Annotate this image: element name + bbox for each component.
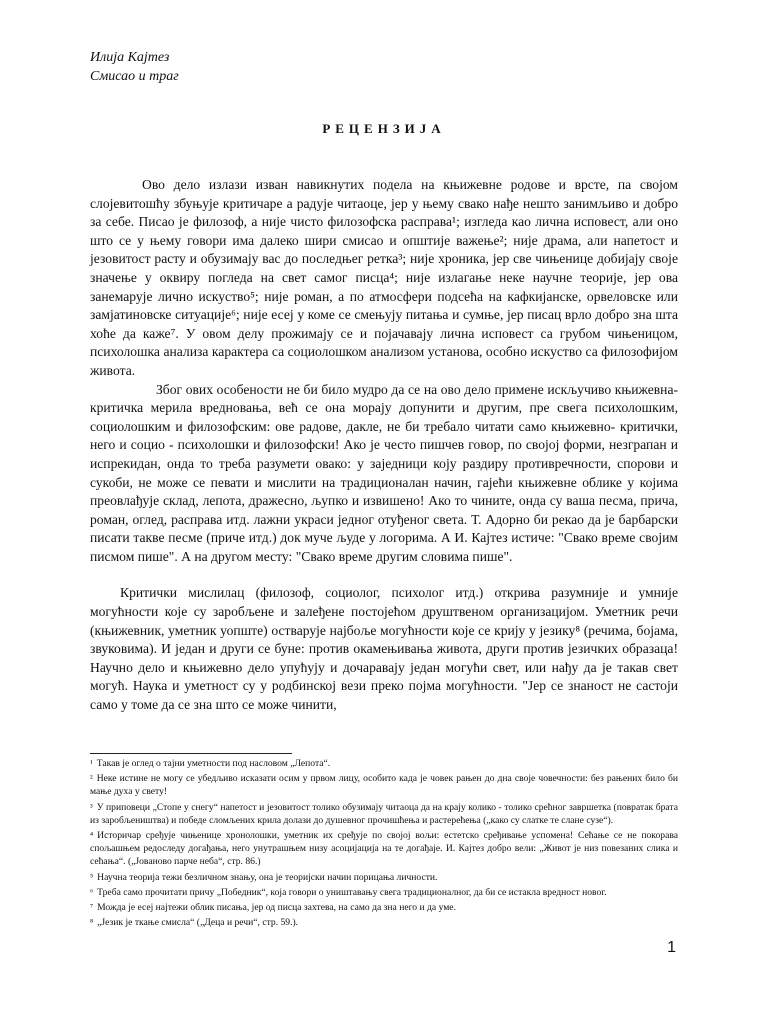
header-book-title: Смисао и траг — [90, 69, 179, 84]
footnote — [90, 829, 678, 869]
header-author: Илија Кајтез — [90, 50, 170, 65]
footnote-separator — [90, 753, 292, 754]
footnote-text: Историчар сређује чињенице хронолошки, уметник их сређује по својој вољи: естетско сређивање успомена! Сећање се не покорава спољашњем редоследу догађања, него унутрашњем низу асоцијација на те догађаје. И. Кајтез добро вели: „Живот је низ повезаних слика и сећања“. („Јованово парче неба“, стр. 86.) — [90, 830, 678, 868]
footnote — [90, 886, 678, 899]
footnote — [90, 871, 678, 884]
body-text — [90, 176, 678, 715]
footnote-marker: ³ — [90, 801, 93, 812]
footnote-marker: ¹ — [90, 758, 93, 768]
footnote-text: Такав је оглед о тајни уметности под насловом „Лепота“. — [96, 758, 331, 769]
footnote-marker: ⁷ — [90, 902, 94, 913]
footnotes — [90, 757, 678, 931]
paragraph-1: Ово дело излази изван навикнутих подела на књижевне родове и врсте, па својом слојевитошћу збуњује критичаре а радује читаоце, јер у њему свако нађе нешто занимљиво и добро за себе. Писао је филозоф, а није чисто филозофска расправа¹; изгледа као лична исповест, али оно што се у њему говори има далеко шири смисао и општије важење²; није драма, али напетост и језовитост расту и обузимају вас до последњег ретка³; није хроника, јер све чињенице добијају своје значење у оквиру погледа на свет самог писца⁴; није излагање неке научне теорије, јер ова занемарује лично искуство⁵; није роман, а по атмосфери подсећа на кафкијанске, орвеловске или замјатиновске ситуације⁶; није есеј у коме се смењују питања и сумње, јер писац врло добро зна шта хоће да каже⁷. У овом делу прожимају се и појачавају лична исповест са грубом чињеницом, психолошка анализа карактера са социолошком анализом установа, особно искуство са филозофијом живота. — [90, 177, 678, 378]
footnote-marker: ⁶ — [90, 886, 94, 897]
footnote-marker: ⁸ — [90, 917, 94, 928]
footnote — [90, 772, 678, 798]
page-header — [90, 48, 179, 86]
paragraph-3: Критички мислилац (филозоф, социолог, психолог итд.) открива разумније и умније могућности које су заробљене и залеђене постојећом друштвеном организацијом. Уметник речи (књижевник, уметник уопште) остварује најбоље могућности које се крију у језику⁸ (речима, бојама, звуковима). И један и други се буне: против окамењивања живота, други против језичких образаца! Научно дело и књижевно дело упућују и дочаравају један могући свет, или нађу да је такав свет могућ. Наука и уметност су у родбинској вези преко појма могућности. "Јер се знаност не састоји само у томе да се зна што се може чинити, — [90, 585, 678, 713]
footnote — [90, 901, 678, 914]
footnote — [90, 916, 678, 929]
document-title: РЕЦЕНЗИЈА — [322, 121, 446, 136]
paragraph-2: Због ових особености не би било мудро да се на ово дело примене искључиво књижевна- критичка мерила вредновања, већ се она морају допунити и другим, пре свега психолошким, социолошким и филозофским: ове радове, дакле, не би требало читати само књижевно- критички, него и социо - психолошки и филозофски! Ако је често пишчев говор, по својој форми, незграпан и испрекидан, онда то треба разумети овако: у заједници коју раздиру противречности, спорови и сукоби, не може се певати и мислити на традиционалан начин, гајећи књижевне облике у којима преовлађује склад, лепота, дражесно, љупко и извишено! Ако то чините, онда су ваша песма, прича, роман, оглед, расправа итд. лажни украси једног отуђеног света. Т. Адорно би рекао да је барбарски писати такве песме (приче итд.) док муче људе у логорима. А И. Кајтез истиче: "Свако време својим писмом пише". А на другом месту: "Свако време другим словима пише". — [90, 381, 678, 564]
footnote-text: Треба само прочитати причу „Победник“, која говори о уништавању свега традиционалног, да би се истакла вредност новог. — [97, 886, 607, 898]
footnote-marker: ⁵ — [90, 871, 94, 882]
footnote-text: „Језик је ткање смисла“ („Деца и речи“, стр. 59.). — [97, 917, 299, 929]
footnote-text: Научна теорија тежи безличном знању, она је теоријски начин порицања личности. — [97, 871, 438, 883]
footnote-text: У приповеци „Стопе у снегу“ напетост и језовитост толико обузимају читаоца да на крају колико - толико срећног завршетка (повратак брата из заробљеништва) и победе сломљених крила долази до душевног прочишћења и растерећења („како су слатке те слане сузе“). — [90, 801, 678, 826]
footnote-marker: ² — [90, 773, 93, 784]
footnote-marker: ⁴ — [90, 830, 94, 841]
footnote-text: Неке истине не могу се убедљиво исказати осим у првом лицу, особито када је човек рањен до дна своје човечности: без рањених било би мање духа у свету! — [90, 773, 678, 798]
page-number: 1 — [667, 939, 676, 956]
footnote — [90, 757, 678, 770]
footnote-text: Можда је есеј најтежи облик писања, јер од писца захтева, на само да зна него и да уме. — [97, 902, 456, 914]
footnote — [90, 801, 678, 827]
